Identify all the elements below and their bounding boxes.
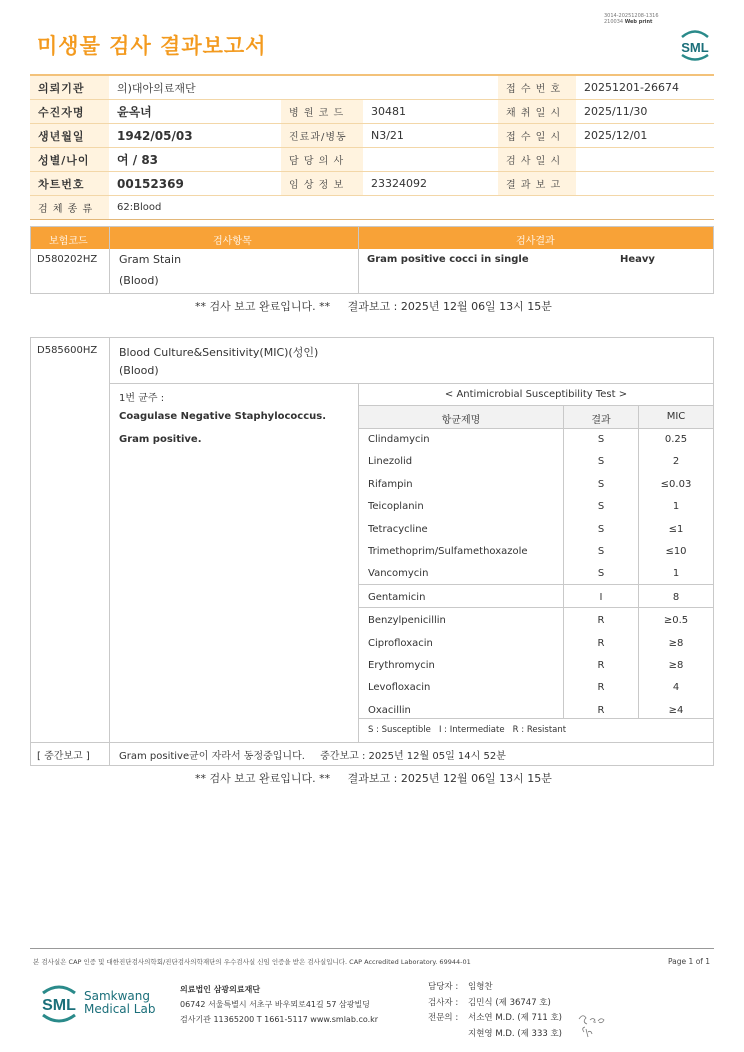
ast-drug-name: Levofloxacin xyxy=(368,682,431,694)
org-address: 06742 서울특별시 서초구 바우뫼로41길 57 삼광빌딩 xyxy=(180,1000,370,1009)
info-value xyxy=(576,172,714,196)
divider xyxy=(109,227,110,293)
staff-line xyxy=(428,1011,562,1027)
brand-name xyxy=(84,990,155,1016)
info-value xyxy=(576,196,714,220)
page-number: Page 1 of 1 xyxy=(668,957,711,966)
staff-role: 전문의 : xyxy=(428,1013,459,1023)
staff-name: 김민식 (제 36747 호) xyxy=(468,997,551,1008)
ast-mic: 1 xyxy=(672,568,680,580)
info-value: 2025/12/01 xyxy=(576,124,714,148)
report-complete-notice xyxy=(195,298,552,314)
info-value: 여 / 83 xyxy=(109,148,281,172)
report-title: 미생물 검사 결과보고서 xyxy=(37,34,267,58)
ast-drug-name: Tetracycline xyxy=(368,523,428,535)
info-row xyxy=(30,124,714,148)
staff-name: 지현영 M.D. (제 333 호) xyxy=(468,1028,563,1039)
ast-drug-name: Vancomycin xyxy=(368,568,429,580)
brand-line2: Medical Lab xyxy=(84,1002,156,1016)
interim-report xyxy=(119,747,506,762)
sml-footer-logo-text: SML xyxy=(42,997,76,1014)
interim-text: Gram positive균이 자라서 동정중입니다. xyxy=(119,751,305,762)
complete-text: ** 검사 보고 완료입니다. ** xyxy=(195,300,331,313)
ast-drug-name: Linezolid xyxy=(368,456,413,468)
ast-col-drug: 항균제명 xyxy=(441,415,481,426)
ast-mic: ≤1 xyxy=(668,523,684,535)
info-row xyxy=(30,172,714,196)
ast-title: < Antimicrobial Susceptibility Test > xyxy=(444,389,628,400)
info-value: 의)대아의료재단 xyxy=(109,75,281,100)
ast-result: S xyxy=(597,434,605,445)
document-id-line2: 210034 xyxy=(604,19,624,25)
ast-drug-name: Trimethoprim/Sulfamethoxazole xyxy=(368,546,528,557)
info-label: 접 수 번 호 xyxy=(498,75,576,100)
info-label: 차트번호 xyxy=(30,172,109,196)
ast-drug-name: Clindamycin xyxy=(368,434,430,445)
report-complete-notice-2 xyxy=(195,770,552,786)
divider xyxy=(638,405,639,718)
certification-text: 본 검사실은 CAP 인증 및 대한진단검사의학회/진단검사의학재단의 우수검사실 신임 인증을 받은 검사실입니다. CAP Accredited Laboratory. 69944-01 xyxy=(33,958,471,966)
divider xyxy=(31,742,713,743)
report-time: 결과보고 : 2025년 12월 06일 13시 15분 xyxy=(347,772,552,785)
info-value: 00152369 xyxy=(109,172,281,196)
document-id-line1: 3014-20251208-1316 xyxy=(604,13,659,19)
info-label: 임 상 정 보 xyxy=(281,172,363,196)
divider xyxy=(563,405,564,718)
interim-label: [ 중간보고 ] xyxy=(37,751,90,762)
info-value: 2025/11/30 xyxy=(576,100,714,124)
patient-info-table xyxy=(30,74,714,220)
ast-mic: 2 xyxy=(672,456,680,468)
ast-drug-name: Gentamicin xyxy=(368,591,426,603)
ast-mic: 0.25 xyxy=(664,434,688,445)
divider xyxy=(358,428,713,429)
ast-col-result: 결과 xyxy=(591,415,611,426)
info-label: 병 원 코 드 xyxy=(281,100,363,124)
org-name: 의료법인 삼광의료재단 xyxy=(180,985,261,994)
header-item: 검사항목 xyxy=(213,236,252,247)
signature-image xyxy=(576,1010,616,1040)
info-label: 채 취 일 시 xyxy=(498,100,576,124)
interim-time: 중간보고 : 2025년 12월 05일 14시 52분 xyxy=(320,751,506,762)
info-value xyxy=(576,148,714,172)
ast-result: R xyxy=(597,615,605,627)
info-row xyxy=(30,196,714,220)
ast-mic: ≤10 xyxy=(665,546,687,557)
ast-result: I xyxy=(599,591,603,603)
ast-drug-name: Rifampin xyxy=(368,478,413,490)
ast-result: R xyxy=(597,704,605,716)
test-code: D580202HZ xyxy=(37,254,98,265)
info-label: 결 과 보 고 xyxy=(498,172,576,196)
ast-drug-name: Oxacillin xyxy=(368,704,411,716)
ast-result: S xyxy=(597,456,605,468)
test-code: D585600HZ xyxy=(37,345,98,356)
header-code: 보험코드 xyxy=(49,236,88,247)
ast-mic: ≥0.5 xyxy=(663,615,689,627)
gram-result: Gram positive cocci in single xyxy=(367,254,529,265)
info-value: 62:Blood xyxy=(109,196,281,220)
gram-type: Gram positive. xyxy=(119,434,202,445)
org-info xyxy=(180,982,378,1027)
info-label xyxy=(498,196,576,220)
organism-label: 1번 균주 : xyxy=(119,393,165,404)
header-result: 검사결과 xyxy=(516,236,555,247)
info-label: 진료과/병동 xyxy=(281,124,363,148)
info-label: 접 수 일 시 xyxy=(498,124,576,148)
brand-line1: Samkwang xyxy=(84,989,150,1003)
test-specimen: (Blood) xyxy=(119,364,159,377)
ast-result: R xyxy=(597,637,605,649)
ast-result: S xyxy=(597,546,605,557)
test-specimen: (Blood) xyxy=(119,274,159,287)
ast-result: R xyxy=(597,660,605,671)
staff-role: 검사자 : xyxy=(428,997,459,1008)
ast-result: R xyxy=(597,682,605,694)
staff-line xyxy=(428,996,562,1012)
ast-col-mic: MIC xyxy=(666,411,686,422)
info-value xyxy=(363,148,498,172)
sml-footer-logo xyxy=(37,982,81,1026)
divider xyxy=(358,383,359,742)
info-value xyxy=(363,75,498,100)
staff-line xyxy=(428,980,562,996)
blood-culture-section xyxy=(30,337,714,766)
staff-line xyxy=(428,1027,562,1043)
info-label: 생년월일 xyxy=(30,124,109,148)
info-value: 윤옥녀 xyxy=(109,100,281,124)
info-value: 30481 xyxy=(363,100,498,124)
org-contact: 검사기관 11365200 T 1661-5117 www.smlab.co.kr xyxy=(180,1015,379,1024)
divider xyxy=(109,338,110,765)
organism-name: Coagulase Negative Staphylococcus. xyxy=(119,411,327,422)
staff-name: 서소연 M.D. (제 711 호) xyxy=(468,1013,563,1023)
ast-result: S xyxy=(597,523,605,535)
staff-name: 임형찬 xyxy=(468,982,493,992)
footer-divider xyxy=(30,948,714,949)
ast-mic: ≤0.03 xyxy=(660,478,692,490)
ast-result: S xyxy=(597,568,605,580)
test-name: Blood Culture&Sensitivity(MIC)(성인) xyxy=(119,346,319,359)
ast-drug-name: Erythromycin xyxy=(368,660,435,671)
info-value: 23324092 xyxy=(363,172,498,196)
report-time: 결과보고 : 2025년 12월 06일 13시 15분 xyxy=(347,300,552,313)
info-row xyxy=(30,100,714,124)
sml-logo xyxy=(676,28,714,62)
info-label: 담 당 의 사 xyxy=(281,148,363,172)
info-label: 검 사 일 시 xyxy=(498,148,576,172)
group-divider xyxy=(358,584,713,585)
group-divider xyxy=(358,607,713,608)
ast-mic: ≥8 xyxy=(668,660,684,671)
web-print-label: Web print xyxy=(624,19,653,25)
gram-grade: Heavy xyxy=(620,254,655,265)
ast-drug-name: Benzylpenicillin xyxy=(368,615,446,627)
result-header-bar xyxy=(31,227,713,249)
divider xyxy=(358,718,713,719)
test-name: Gram Stain xyxy=(119,253,182,266)
sml-logo-text: SML xyxy=(681,40,709,55)
complete-text: ** 검사 보고 완료입니다. ** xyxy=(195,772,331,785)
document-id xyxy=(604,13,659,25)
divider xyxy=(358,227,359,293)
ast-legend: S : Susceptible I : Intermediate R : Resistant xyxy=(368,725,567,735)
ast-mic: 1 xyxy=(672,501,680,513)
ast-result: S xyxy=(597,501,605,513)
ast-drug-name: Teicoplanin xyxy=(368,501,424,513)
ast-drug-name: Ciprofloxacin xyxy=(368,637,433,649)
staff-list xyxy=(428,980,562,1042)
ast-result: S xyxy=(597,478,605,490)
info-label: 의뢰기관 xyxy=(30,75,109,100)
ast-mic: 8 xyxy=(672,591,680,603)
info-label: 수진자명 xyxy=(30,100,109,124)
info-label xyxy=(281,196,363,220)
ast-mic: 4 xyxy=(672,682,680,694)
divider xyxy=(109,383,713,384)
staff-role: 담당자 : xyxy=(428,982,459,992)
info-label: 성별/나이 xyxy=(30,148,109,172)
info-row xyxy=(30,148,714,172)
info-label: 검 체 종 류 xyxy=(30,196,109,220)
ast-mic: ≥4 xyxy=(668,704,684,716)
info-value: 1942/05/03 xyxy=(109,124,281,148)
info-value: N3/21 xyxy=(363,124,498,148)
info-row xyxy=(30,75,714,100)
ast-mic: ≥8 xyxy=(668,637,684,649)
info-value: 20251201-26674 xyxy=(576,75,714,100)
gram-stain-section xyxy=(30,226,714,294)
info-label xyxy=(281,75,363,100)
info-value xyxy=(363,196,498,220)
